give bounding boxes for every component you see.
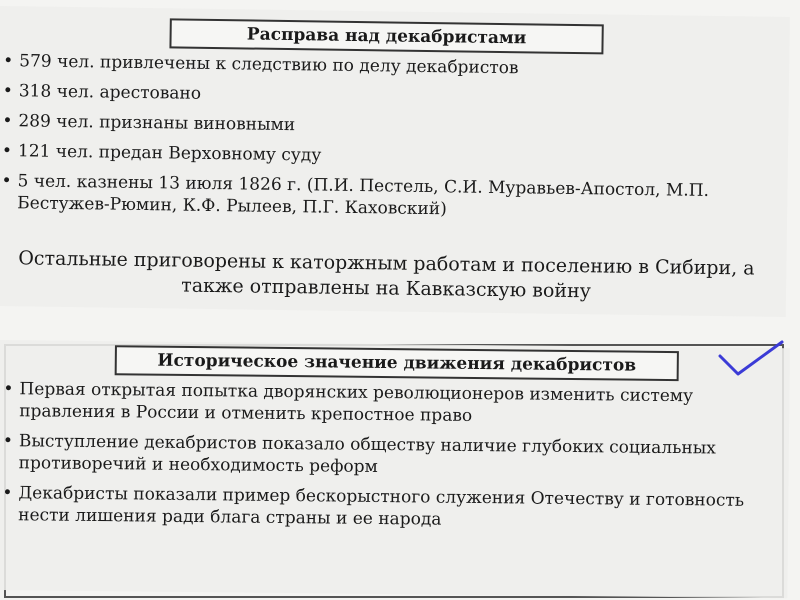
list-item: • Первая открытая попытка дворянских революционеров изменить систему правления в России и отменить крепостное право	[9, 378, 759, 430]
list-item: • 318 чел. арестовано	[9, 80, 759, 112]
list-item: • Декабристы показали пример бескорыстного служения Отечеству и готовность нести лишения ради блага страны и ее народа	[8, 482, 758, 534]
repressions-list	[7, 50, 759, 232]
section-significance-title: Историческое значение движения декабристов	[115, 345, 679, 381]
significance-list	[8, 378, 760, 542]
repressions-note: Остальные приговорены к каторжным работам и поселению в Сибири, а также отправлены на Кавказскую войну	[18, 247, 755, 303]
list-item: • Выступление декабристов показало обществу наличие глубоких социальных противоречий и необходимость реформ	[9, 430, 759, 482]
section-repressions	[0, 6, 790, 317]
section-significance	[0, 340, 790, 598]
list-item: • 289 чел. признаны виновными	[8, 110, 758, 142]
list-item: • 5 чел. казнены 13 июля 1826 г. (П.И. Пестель, С.И. Муравьев-Апостол, М.П. Бестужев-Рюмин, К.Ф. Рылеев, П.Г. Каховский)	[7, 170, 758, 224]
list-item: • 579 чел. привлечены к следствию по делу декабристов	[9, 50, 759, 82]
list-item: • 121 чел. предан Верховному суду	[8, 140, 758, 172]
checkmark-icon	[716, 338, 786, 378]
section-repressions-title: Расправа над декабристами	[169, 18, 603, 54]
